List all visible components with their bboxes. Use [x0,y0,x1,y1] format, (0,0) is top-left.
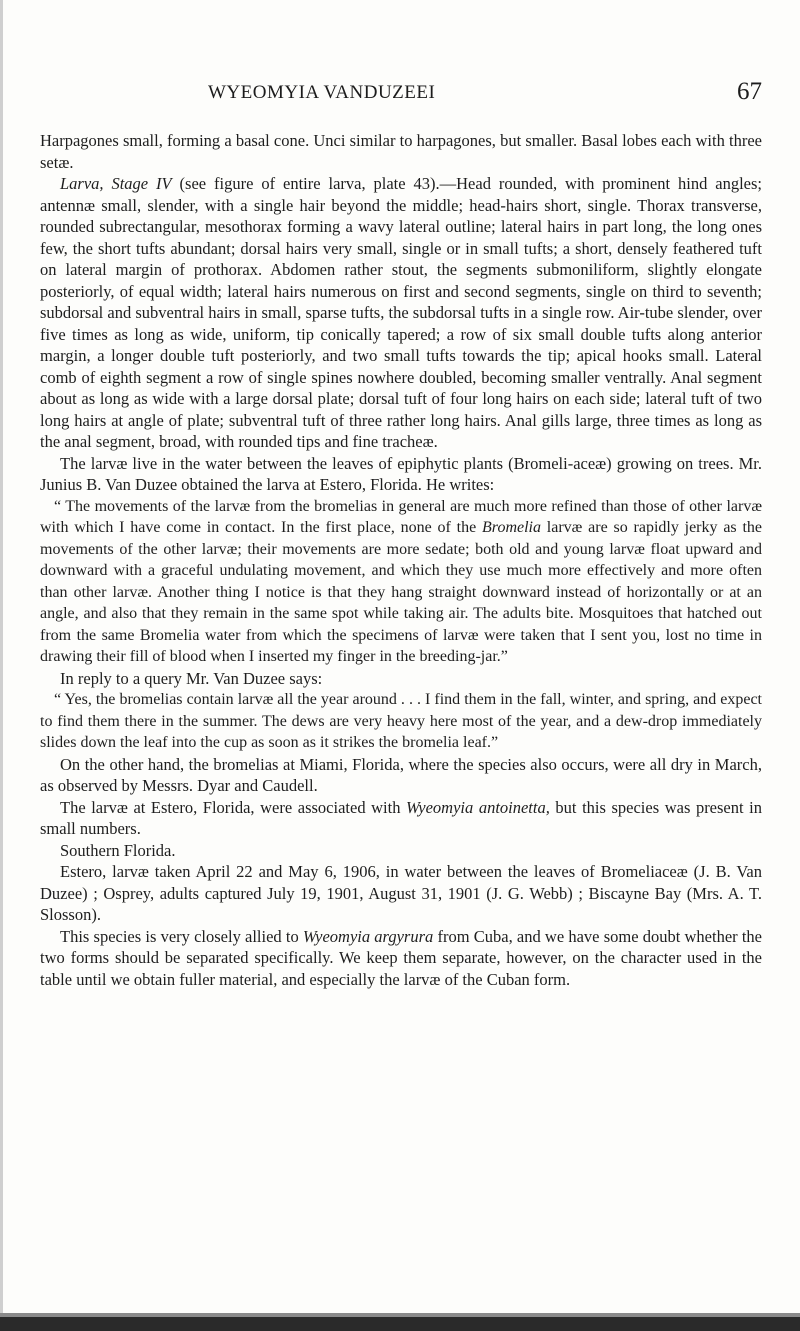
text-run: The larvæ live in the water between the leaves of epiphytic plants (Bromeli-aceæ) growing on trees. Mr. Junius B. Van Duzee obtained the larva at Estero, Florida. He writes: [40,453,762,494]
paragraph [40,453,762,496]
text-run: from Cuba, and we have some doubt whether the two forms should be separated specifically. We keep them separate, however, on the character used in the table until we obtain fuller material, and especially the larvæ of the Cuban form. [40,926,762,989]
paragraph [40,173,762,453]
text-run: In reply to a query Mr. Van Duzee says: [60,668,323,688]
text-run: (see figure of entire larva, plate 43).—Head rounded, with prominent hind angles; antennæ small, slender, with a single hair beyond the middle; head-hairs short, single. Thorax transverse, rounded subrectangular, mesothorax forming a wavy lateral outline; lateral hairs in part long, the long ones few, the short tufts abundant; dorsal hairs very small, single or in small tufts; a short, densely feathered tuft on lateral margin of prothorax. Abdomen rather stout, the segments submoniliform, slightly elongate posteriorly, of equal width; lateral hairs numerous on first and second segments, single on third to seventh; subdorsal and subventral hairs in small, sparse tufts, the subdorsal tufts in a single row. Air-tube slender, over five times as long as wide, uniform, tip conically tapered; a row of six small double tufts along anterior margin, a longer double tuft posteriorly, and two small tufts towards the tip; apical hooks small. Lateral comb of eighth segment a row of single spines nowhere doubled, becoming smaller ventrally. Anal segment about as long as wide with a large dorsal plate; dorsal tuft of four long hairs on each side; lateral tuft of two long hairs at angle of plate; subventral tuft of three rather long hairs. Anal gills large, three times as long as the anal segment, broad, with rounded tips and fine tracheæ. [40,174,762,451]
page-number: 67 [737,78,762,105]
running-head: WYEOMYIA VANDUZEEI [208,82,436,103]
paragraph [40,496,762,668]
text-run: On the other hand, the bromelias at Miami, Florida, where the species also occurs, were all dry in March, as observed by Messrs. Dyar and Caudell. [40,754,762,795]
italic-run: Bromelia [482,519,541,536]
body-text [40,130,762,990]
italic-run: Larva, Stage IV [60,174,172,193]
scan-edge [0,0,3,1331]
paragraph [40,754,762,797]
italic-run: Wyeomyia argyrura [302,926,434,946]
text-run: “ The movements of the larvæ from the bromelias in general are much more refined than those of other larvæ with which I have come in contact. In the first place, none of the [40,497,762,536]
paragraph [40,840,762,862]
paragraph [40,861,762,926]
text-run: Estero, larvæ taken April 22 and May 6, 1906, in water between the leaves of Bromeliaceæ (J. B. Van Duzee) ; Osprey, adults captured July 19, 1901, August 31, 1901 (J. G. Webb) ; Biscayne Bay (Mrs. A. T. Slosson). [40,862,762,924]
paragraph [40,797,762,840]
text-run: but this species was present in small numbers. [40,797,762,838]
paragraph [40,130,762,173]
text-run: larvæ are so rapidly jerky as the movements of the other larvæ; their movements are more sedate; both old and young larvæ float upward and downward with a graceful undulating movement, and which they use much more effectively and more often than other larvæ. Another thing I notice is that they hang straight downward instead of horizontally or at an angle, and also that they remain in the same spot while taking air. The adults bite. Mosquitoes that hatched out from the same Bromelia water from which the specimens of larvæ were taken that I sent you, lost no time in drawing their fill of blood when I inserted my finger in the breeding-jar.” [40,519,763,665]
text-run: Harpagones small, forming a basal cone. Unci similar to harpagones, but smaller. Basal lobes each with three setæ. [40,131,762,172]
paragraph [40,668,762,690]
text-run: The larvæ at Estero, Florida, were associated with [60,797,407,817]
italic-run: Wyeomyia antoinetta, [406,797,550,817]
text-run: This species is very closely allied to [60,926,303,946]
text-run: Southern Florida. [60,840,176,860]
paragraph [40,926,762,991]
paragraph [40,689,762,754]
page-header [40,78,762,110]
text-run: “ Yes, the bromelias contain larvæ all the year around . . . I find them in the fall, winter, and spring, and expect to find them there in the summer. The dews are very heavy here most of the year, and a dew-drop immediately slides down the leaf into the cup as soon as it strikes the bromelia leaf.” [40,691,762,751]
scan-border [0,1317,800,1331]
